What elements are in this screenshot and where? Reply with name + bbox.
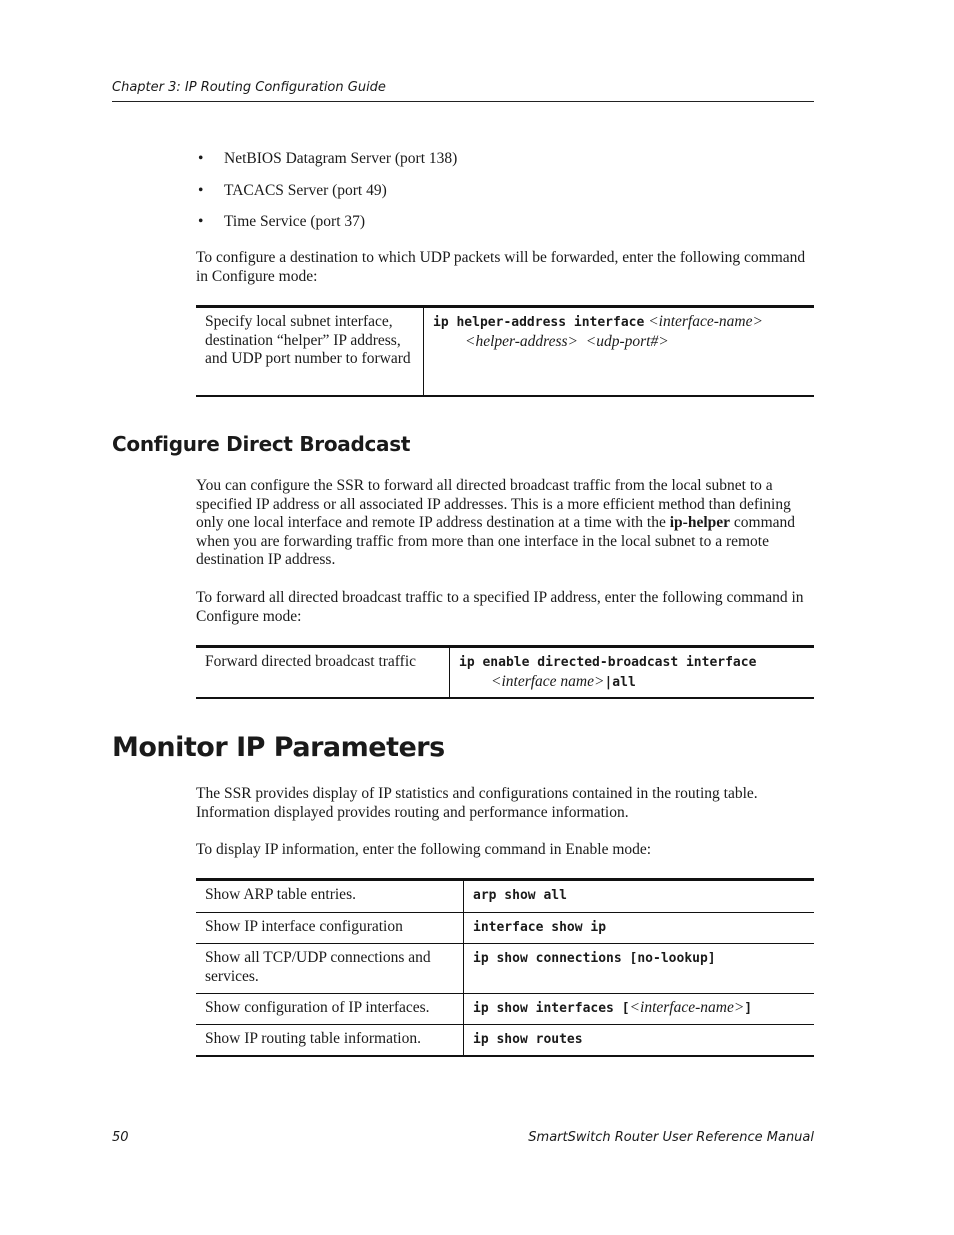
monitor-intro: To display IP information, enter the following command in Enable mode: <box>196 841 652 858</box>
broadcast-command-table <box>196 645 814 699</box>
paragraph-text: command when you are forwarding traffic from more than one interface in the local subnet to a remote destination IP address. <box>196 514 796 569</box>
monitor-paragraph: The SSR provides display of IP statistics and configurations contained in the routing table. Information displayed provides routing and performance information. <box>196 785 758 821</box>
table-row <box>196 944 814 994</box>
command-argument: <interface-name> <box>629 999 745 1016</box>
command-description: Show configuration of IP interfaces. <box>196 994 464 1025</box>
port-list <box>196 149 796 244</box>
command-description: Forward directed broadcast traffic <box>205 653 417 670</box>
command-argument: <udp-port#> <box>585 332 669 350</box>
list-item: • TACACS Server (port 49) <box>196 181 796 213</box>
list-item: • Time Service (port 37) <box>196 212 796 244</box>
command-keyword: ip show routes <box>473 1032 583 1047</box>
list-item: • NetBIOS Datagram Server (port 138) <box>196 149 796 181</box>
command-description: Show IP interface configuration <box>196 913 464 944</box>
command-description: Specify local subnet interface, destination “helper” IP address, and UDP port number to forward <box>205 313 411 368</box>
command-argument: <helper-address> <box>465 332 579 350</box>
command-syntax <box>450 647 815 699</box>
table-row <box>196 1025 814 1057</box>
running-header: Chapter 3: IP Routing Configuration Guide <box>112 79 814 102</box>
table-row <box>196 994 814 1025</box>
command-keyword: interface show ip <box>473 920 607 935</box>
table-row <box>196 880 814 913</box>
command-reference: ip-helper <box>669 514 731 532</box>
page-title: Monitor IP Parameters <box>112 732 445 763</box>
udp-command-table <box>196 305 814 397</box>
page-number: 50 <box>112 1130 129 1145</box>
command-keyword: ip show connections [no-lookup] <box>473 951 716 966</box>
table-row <box>196 913 814 944</box>
command-keyword: ip helper-address interface <box>433 315 645 330</box>
command-keyword: ] <box>744 1001 753 1016</box>
command-keyword: ip enable directed-broadcast interface <box>459 655 757 670</box>
command-description: Show all TCP/UDP connections and services. <box>196 944 464 994</box>
command-argument: <interface-name> <box>648 313 763 330</box>
udp-intro-paragraph: To configure a destination to which UDP packets will be forwarded, enter the following command in Configure mode: <box>196 249 806 285</box>
command-keyword: |all <box>604 674 636 690</box>
direct-broadcast-paragraph <box>196 477 814 570</box>
section-heading: Configure Direct Broadcast <box>112 432 411 456</box>
running-footer: SmartSwitch Router User Reference Manual <box>528 1130 814 1145</box>
command-keyword: arp show all <box>473 888 567 903</box>
monitor-command-table <box>196 878 814 1057</box>
command-syntax <box>424 307 815 397</box>
direct-broadcast-intro: To forward all directed broadcast traffic to a specified IP address, enter the following command in Configure mode: <box>196 589 804 625</box>
command-keyword: ip show interfaces [ <box>473 1001 630 1016</box>
paragraph-text: You can configure the SSR to forward all directed broadcast traffic from the local subnet to a specified IP address or all associated IP addresses. This is a more efficient method than defining only one local interface and remote IP address destination at a time with the <box>196 477 791 532</box>
command-description: Show IP routing table information. <box>196 1025 464 1057</box>
command-description: Show ARP table entries. <box>205 886 356 903</box>
command-argument: <interface name> <box>491 672 605 690</box>
